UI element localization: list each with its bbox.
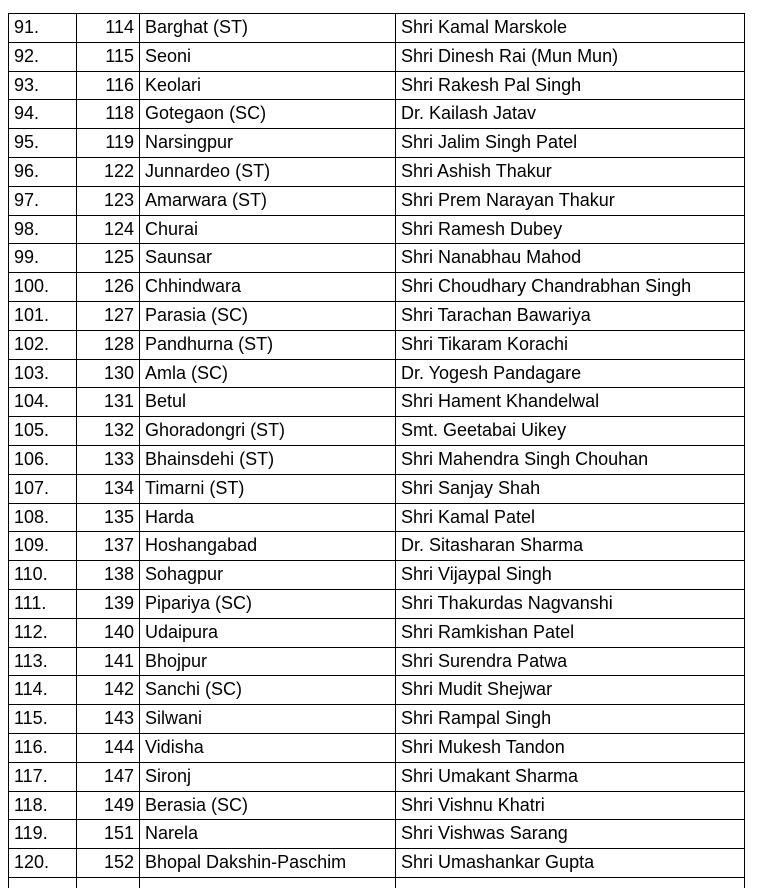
table-row — [9, 42, 745, 71]
serial-number-cell: 107. — [9, 474, 77, 503]
candidate-name-cell: Shri Hament Khandelwal — [396, 388, 745, 417]
table-row — [9, 532, 745, 561]
serial-number-cell: 119. — [9, 820, 77, 849]
candidate-name-cell: Shri Ashish Thakur — [396, 157, 745, 186]
ac-number-cell: 134 — [77, 474, 140, 503]
candidate-name-cell: Shri Rakesh Pal Singh — [396, 71, 745, 100]
candidate-name-cell: Shri Thakurdas Nagvanshi — [396, 589, 745, 618]
table-row — [9, 589, 745, 618]
ac-number-cell: 147 — [77, 762, 140, 791]
serial-number-cell: 106. — [9, 445, 77, 474]
table-row — [9, 705, 745, 734]
table-row — [9, 301, 745, 330]
constituency-cell: Timarni (ST) — [140, 474, 396, 503]
constituency-cell: Betul — [140, 388, 396, 417]
ac-number-cell: 131 — [77, 388, 140, 417]
table-row — [9, 359, 745, 388]
ac-number-cell: 133 — [77, 445, 140, 474]
serial-number-cell: 113. — [9, 647, 77, 676]
table-row — [9, 849, 745, 878]
candidate-name-cell: Shri Surendra Patwa — [396, 647, 745, 676]
constituency-cell: Seoni — [140, 42, 396, 71]
serial-number-cell: 110. — [9, 561, 77, 590]
ac-number-cell: 122 — [77, 157, 140, 186]
ac-number-cell: 115 — [77, 42, 140, 71]
table-row — [9, 388, 745, 417]
ac-number-cell: 114 — [77, 14, 140, 43]
candidate-name-cell: Shri Vijaypal Singh — [396, 561, 745, 590]
ac-number-cell: 151 — [77, 820, 140, 849]
ac-number-cell: 144 — [77, 733, 140, 762]
constituency-cell: Harda — [140, 503, 396, 532]
table-row — [9, 330, 745, 359]
table-row — [9, 244, 745, 273]
ac-number-cell: 132 — [77, 417, 140, 446]
constituency-cell: Bhainsdehi (ST) — [140, 445, 396, 474]
candidate-name-cell: Shri Kamal Patel — [396, 503, 745, 532]
serial-number-cell: 102. — [9, 330, 77, 359]
continuation-cell — [140, 877, 396, 888]
constituency-cell: Bhojpur — [140, 647, 396, 676]
serial-number-cell: 93. — [9, 71, 77, 100]
candidate-name-cell: Shri Umakant Sharma — [396, 762, 745, 791]
ac-number-cell: 142 — [77, 676, 140, 705]
serial-number-cell: 97. — [9, 186, 77, 215]
constituency-cell: Amarwara (ST) — [140, 186, 396, 215]
candidate-name-cell: Shri Umashankar Gupta — [396, 849, 745, 878]
table-row — [9, 215, 745, 244]
constituency-cell: Silwani — [140, 705, 396, 734]
table-row — [9, 676, 745, 705]
ac-number-cell: 126 — [77, 273, 140, 302]
serial-number-cell: 112. — [9, 618, 77, 647]
candidate-name-cell: Shri Prem Narayan Thakur — [396, 186, 745, 215]
serial-number-cell: 103. — [9, 359, 77, 388]
ac-number-cell: 130 — [77, 359, 140, 388]
constituency-cell: Pandhurna (ST) — [140, 330, 396, 359]
ac-number-cell: 116 — [77, 71, 140, 100]
serial-number-cell: 104. — [9, 388, 77, 417]
candidate-name-cell: Shri Vishwas Sarang — [396, 820, 745, 849]
constituency-cell: Junnardeo (ST) — [140, 157, 396, 186]
constituency-cell: Narsingpur — [140, 129, 396, 158]
candidate-name-cell: Shri Rampal Singh — [396, 705, 745, 734]
table-row — [9, 647, 745, 676]
continuation-cell — [77, 877, 140, 888]
ac-number-cell: 143 — [77, 705, 140, 734]
constituency-cell: Berasia (SC) — [140, 791, 396, 820]
serial-number-cell: 95. — [9, 129, 77, 158]
serial-number-cell: 94. — [9, 100, 77, 129]
candidate-name-cell: Shri Mahendra Singh Chouhan — [396, 445, 745, 474]
table-row — [9, 417, 745, 446]
candidate-name-cell: Dr. Yogesh Pandagare — [396, 359, 745, 388]
candidate-name-cell: Shri Nanabhau Mahod — [396, 244, 745, 273]
serial-number-cell: 99. — [9, 244, 77, 273]
candidate-table-body — [9, 14, 745, 888]
table-row — [9, 129, 745, 158]
table-row — [9, 762, 745, 791]
constituency-cell: Sironj — [140, 762, 396, 791]
constituency-cell: Gotegaon (SC) — [140, 100, 396, 129]
serial-number-cell: 98. — [9, 215, 77, 244]
constituency-cell: Chhindwara — [140, 273, 396, 302]
candidate-name-cell: Shri Jalim Singh Patel — [396, 129, 745, 158]
table-row — [9, 273, 745, 302]
candidate-name-cell: Dr. Sitasharan Sharma — [396, 532, 745, 561]
ac-number-cell: 118 — [77, 100, 140, 129]
continuation-cell — [9, 877, 77, 888]
serial-number-cell: 108. — [9, 503, 77, 532]
ac-number-cell: 141 — [77, 647, 140, 676]
ac-number-cell: 152 — [77, 849, 140, 878]
table-row — [9, 186, 745, 215]
constituency-cell: Amla (SC) — [140, 359, 396, 388]
serial-number-cell: 109. — [9, 532, 77, 561]
constituency-cell: Churai — [140, 215, 396, 244]
ac-number-cell: 137 — [77, 532, 140, 561]
constituency-cell: Vidisha — [140, 733, 396, 762]
constituency-cell: Narela — [140, 820, 396, 849]
serial-number-cell: 120. — [9, 849, 77, 878]
table-row — [9, 561, 745, 590]
ac-number-cell: 123 — [77, 186, 140, 215]
ac-number-cell: 127 — [77, 301, 140, 330]
candidate-name-cell: Shri Ramkishan Patel — [396, 618, 745, 647]
candidate-name-cell: Shri Vishnu Khatri — [396, 791, 745, 820]
candidate-table — [8, 13, 745, 888]
serial-number-cell: 116. — [9, 733, 77, 762]
ac-number-cell: 149 — [77, 791, 140, 820]
table-row — [9, 503, 745, 532]
constituency-cell: Udaipura — [140, 618, 396, 647]
ac-number-cell: 139 — [77, 589, 140, 618]
constituency-cell: Ghoradongri (ST) — [140, 417, 396, 446]
table-row — [9, 733, 745, 762]
ac-number-cell: 140 — [77, 618, 140, 647]
table-row — [9, 618, 745, 647]
serial-number-cell: 91. — [9, 14, 77, 43]
continuation-cell — [396, 877, 745, 888]
serial-number-cell: 117. — [9, 762, 77, 791]
table-row — [9, 791, 745, 820]
ac-number-cell: 125 — [77, 244, 140, 273]
serial-number-cell: 115. — [9, 705, 77, 734]
candidate-name-cell: Dr. Kailash Jatav — [396, 100, 745, 129]
ac-number-cell: 135 — [77, 503, 140, 532]
constituency-cell: Bhopal Dakshin-Paschim — [140, 849, 396, 878]
serial-number-cell: 100. — [9, 273, 77, 302]
table-row — [9, 445, 745, 474]
constituency-cell: Sohagpur — [140, 561, 396, 590]
candidate-name-cell: Shri Mudit Shejwar — [396, 676, 745, 705]
table-row — [9, 71, 745, 100]
constituency-cell: Keolari — [140, 71, 396, 100]
serial-number-cell: 118. — [9, 791, 77, 820]
table-row — [9, 157, 745, 186]
serial-number-cell: 111. — [9, 589, 77, 618]
candidate-name-cell: Shri Tarachan Bawariya — [396, 301, 745, 330]
constituency-cell: Pipariya (SC) — [140, 589, 396, 618]
ac-number-cell: 128 — [77, 330, 140, 359]
serial-number-cell: 114. — [9, 676, 77, 705]
constituency-cell: Hoshangabad — [140, 532, 396, 561]
serial-number-cell: 101. — [9, 301, 77, 330]
constituency-cell: Sanchi (SC) — [140, 676, 396, 705]
ac-number-cell: 138 — [77, 561, 140, 590]
serial-number-cell: 105. — [9, 417, 77, 446]
candidate-name-cell: Shri Tikaram Korachi — [396, 330, 745, 359]
ac-number-cell: 119 — [77, 129, 140, 158]
candidate-name-cell: Shri Choudhary Chandrabhan Singh — [396, 273, 745, 302]
continuation-row — [9, 877, 745, 888]
table-row — [9, 14, 745, 43]
serial-number-cell: 92. — [9, 42, 77, 71]
candidate-name-cell: Smt. Geetabai Uikey — [396, 417, 745, 446]
table-row — [9, 474, 745, 503]
candidate-name-cell: Shri Kamal Marskole — [396, 14, 745, 43]
constituency-cell: Barghat (ST) — [140, 14, 396, 43]
serial-number-cell: 96. — [9, 157, 77, 186]
ac-number-cell: 124 — [77, 215, 140, 244]
candidate-name-cell: Shri Dinesh Rai (Mun Mun) — [396, 42, 745, 71]
candidate-name-cell: Shri Ramesh Dubey — [396, 215, 745, 244]
table-row — [9, 820, 745, 849]
candidate-name-cell: Shri Sanjay Shah — [396, 474, 745, 503]
constituency-cell: Parasia (SC) — [140, 301, 396, 330]
table-row — [9, 100, 745, 129]
candidate-name-cell: Shri Mukesh Tandon — [396, 733, 745, 762]
candidate-list-sheet — [8, 13, 745, 888]
constituency-cell: Saunsar — [140, 244, 396, 273]
